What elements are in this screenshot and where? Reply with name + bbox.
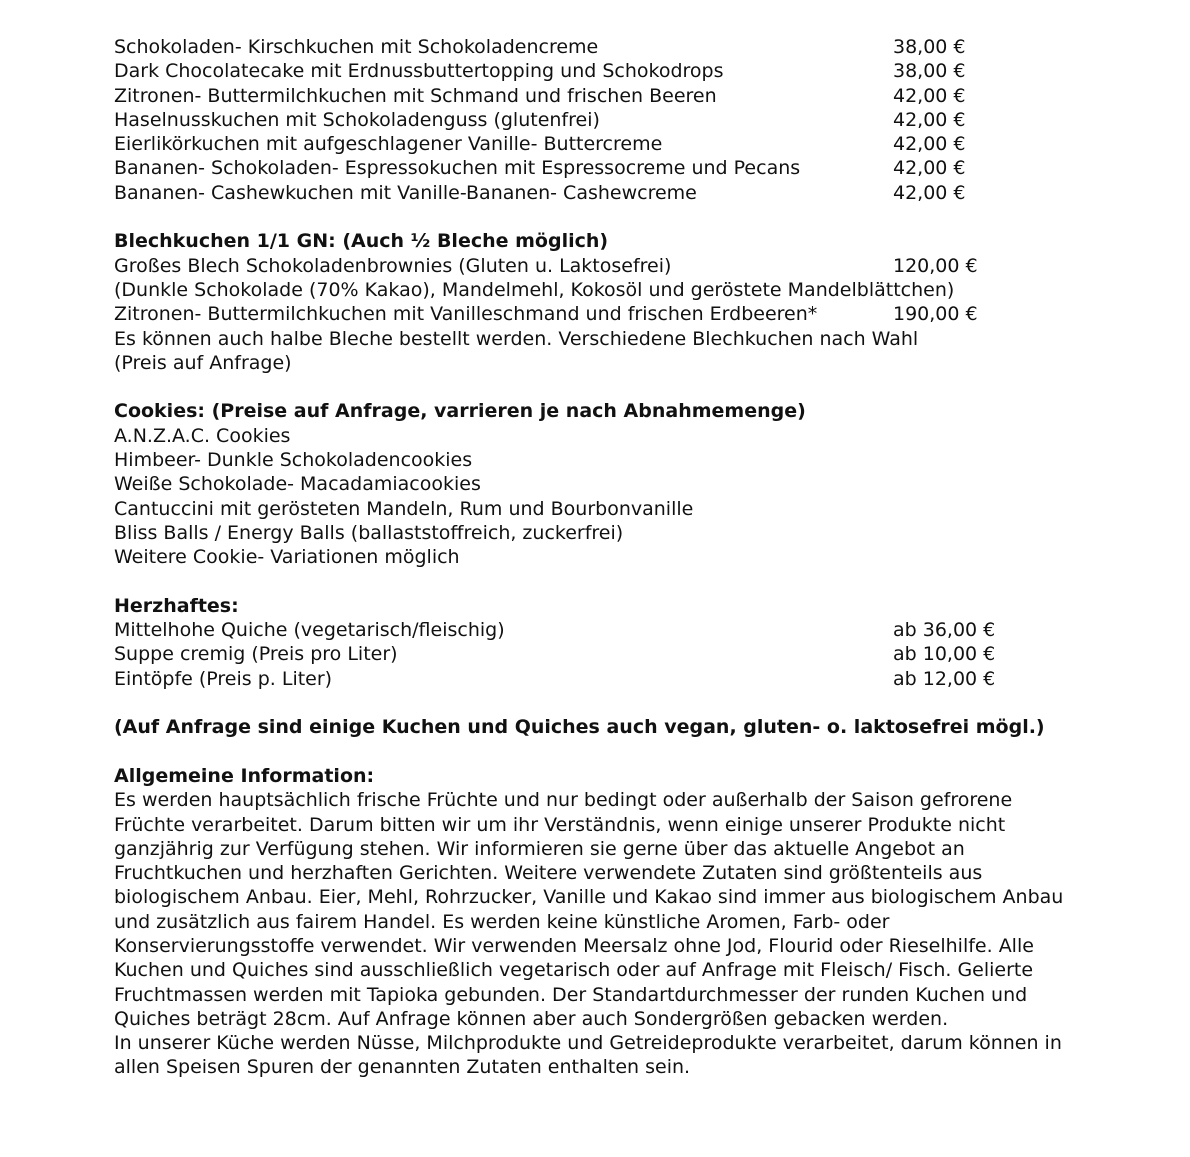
- cake-name: Bananen- Cashewkuchen mit Vanille-Bananen- Cashewcreme: [114, 181, 697, 204]
- cookie-item: A.N.Z.A.C. Cookies: [114, 424, 291, 447]
- cake-name: Dark Chocolatecake mit Erdnussbuttertopping und Schokodrops: [114, 60, 724, 83]
- cake-price: 42,00 €: [893, 84, 966, 107]
- cake-name: Bananen- Schokoladen- Espressokuchen mit Espressocreme und Pecans: [114, 157, 801, 180]
- brownies-price: 120,00 €: [893, 254, 978, 277]
- savory-price: ab 36,00 €: [893, 619, 996, 642]
- cake-name: Haselnusskuchen mit Schokoladenguss (glutenfrei): [114, 108, 600, 131]
- cake-price: 38,00 €: [893, 60, 966, 83]
- spacer: [114, 740, 1114, 764]
- cake-price: 42,00 €: [893, 108, 966, 131]
- half-sheet-note: Es können auch halbe Bleche bestellt werden. Verschiedene Blechkuchen nach Wahl: [114, 327, 919, 350]
- cake-name: Zitronen- Buttermilchkuchen mit Schmand und frischen Beeren: [114, 84, 717, 107]
- savory-row: [114, 667, 1114, 691]
- cake-name: Schokoladen- Kirschkuchen mit Schokoladencreme: [114, 36, 599, 58]
- cake-row: [114, 35, 1114, 59]
- cookie-item: Weitere Cookie- Variationen möglich: [114, 546, 460, 569]
- cake-row: [114, 156, 1114, 180]
- spacer: [114, 375, 1114, 399]
- general-info-heading: Allgemeine Information:: [114, 764, 375, 787]
- lemon-sheet-name: Zitronen- Buttermilchkuchen mit Vanilleschmand und frischen Erdbeeren*: [114, 303, 818, 326]
- price-on-request-note: (Preis auf Anfrage): [114, 351, 292, 374]
- savory-section: [114, 594, 1114, 691]
- cake-price: 38,00 €: [893, 36, 966, 58]
- spacer: [114, 691, 1114, 715]
- cookies-section: [114, 399, 1114, 569]
- brownies-description: (Dunkle Schokolade (70% Kakao), Mandelmehl, Kokosöl und geröstete Mandelblättchen): [114, 278, 955, 301]
- price-list: [114, 35, 1114, 1080]
- savory-price: ab 12,00 €: [893, 667, 996, 690]
- cake-row: [114, 132, 1114, 156]
- lemon-sheet-row: [114, 302, 1114, 326]
- savory-row: [114, 618, 1114, 642]
- brownies-row: [114, 254, 1114, 278]
- spacer: [114, 570, 1114, 594]
- savory-heading: Herzhaftes:: [114, 594, 239, 617]
- dietary-note: (Auf Anfrage sind einige Kuchen und Quiches auch vegan, gluten- o. laktosefrei mögl.): [114, 716, 1045, 739]
- cookie-item: Weiße Schokolade- Macadamiacookies: [114, 473, 481, 496]
- cookie-item: Cantuccini mit gerösteten Mandeln, Rum und Bourbonvanille: [114, 497, 694, 520]
- cake-row: [114, 59, 1114, 83]
- cake-price: 42,00 €: [893, 157, 966, 180]
- cake-row: [114, 181, 1114, 205]
- cookie-item: Bliss Balls / Energy Balls (ballaststoffreich, zuckerfrei): [114, 521, 624, 544]
- general-info-paragraph: Es werden hauptsächlich frische Früchte und nur bedingt oder außerhalb der Saison gefrorene Früchte verarbeitet. Darum bitten wir um ihr Verständnis, wenn einige unserer Produkte nicht ganzjährig zur Verfügung stehen. Wir informieren sie gerne über das aktuelle Angebot an Fruchtkuchen und herzhaften Gerichten. Weitere verwendete Zutaten sind größtenteils aus biologischem Anbau. Eier, Mehl, Rohrzucker, Vanille und Kakao sind immer aus biologischem Anbau und zusätzlich aus fairem Handel. Es werden keine künstliche Aromen, Farb- oder Konservierungsstoffe verwendet. Wir verwenden Meersalz ohne Jod, Flourid oder Rieselhilfe. Alle Kuchen und Quiches sind ausschließlich vegetarisch oder auf Anfrage mit Fleisch/ Fisch. Gelierte Fruchtmassen werden mit Tapioka gebunden. Der Standartdurchmesser der runden Kuchen und Quiches beträgt 28cm. Auf Anfrage können aber auch Sondergrößen gebacken werden.: [114, 789, 1064, 1030]
- cookies-heading: Cookies: (Preise auf Anfrage, varrieren je nach Abnahmemenge): [114, 400, 806, 423]
- sheet-cake-section: [114, 229, 1114, 375]
- savory-name: Mittelhohe Quiche (vegetarisch/fleischig): [114, 619, 505, 642]
- cookie-item: Himbeer- Dunkle Schokoladencookies: [114, 449, 473, 472]
- cake-price: 42,00 €: [893, 181, 966, 204]
- cake-row: [114, 108, 1114, 132]
- cake-list: [114, 35, 1114, 205]
- sheet-cake-heading: Blechkuchen 1/1 GN: (Auch ½ Bleche möglich): [114, 230, 609, 253]
- savory-price: ab 10,00 €: [893, 643, 996, 666]
- cake-price: 42,00 €: [893, 133, 966, 156]
- allergen-paragraph: In unserer Küche werden Nüsse, Milchprodukte und Getreideprodukte verarbeitet, darum können in allen Speisen Spuren der genannten Zutaten enthalten sein.: [114, 1032, 1062, 1079]
- lemon-sheet-price: 190,00 €: [893, 303, 978, 326]
- spacer: [114, 205, 1114, 229]
- cake-row: [114, 84, 1114, 108]
- savory-name: Suppe cremig (Preis pro Liter): [114, 643, 398, 666]
- brownies-name: Großes Blech Schokoladenbrownies (Gluten u. Laktosefrei): [114, 254, 672, 277]
- general-info-section: [114, 764, 1114, 1080]
- savory-row: [114, 642, 1114, 666]
- cake-name: Eierlikörkuchen mit aufgeschlagener Vanille- Buttercreme: [114, 133, 663, 156]
- cut-off-text-line: [114, 1147, 754, 1157]
- savory-name: Eintöpfe (Preis p. Liter): [114, 667, 333, 690]
